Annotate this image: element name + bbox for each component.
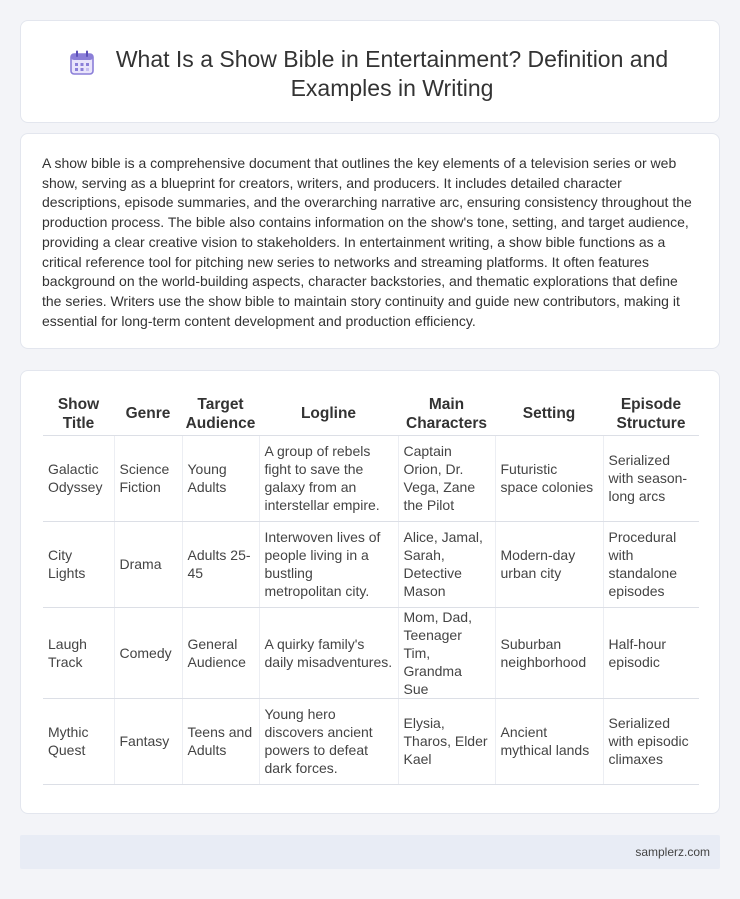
cell-main-characters: Mom, Dad, Teenager Tim, Grandma Sue — [398, 607, 495, 698]
cell-setting: Suburban neighborhood — [495, 607, 603, 698]
cell-show-title: City Lights — [43, 521, 114, 607]
cell-setting: Futuristic space colonies — [495, 435, 603, 521]
cell-target-audience: General Audience — [182, 607, 259, 698]
page-title: What Is a Show Bible in Entertainment? Definition and Examples in Writing — [115, 46, 669, 101]
cell-episode-structure: Serialized with episodic climaxes — [603, 698, 699, 784]
title-wrap — [21, 21, 719, 103]
cell-episode-structure: Half-hour episodic — [603, 607, 699, 698]
cell-main-characters: Elysia, Tharos, Elder Kael — [398, 698, 495, 784]
cell-logline: A quirky family's daily misadventures. — [259, 607, 398, 698]
cell-target-audience: Adults 25-45 — [182, 521, 259, 607]
cell-genre: Drama — [114, 521, 182, 607]
cell-genre: Science Fiction — [114, 435, 182, 521]
header-show-title: Show Title — [43, 393, 114, 435]
intro-card — [20, 133, 720, 349]
intro-paragraph: A show bible is a comprehensive document that outlines the key elements of a television series or web show, serving as a blueprint for creators, writers, and producers. It includes detailed character descriptions, episode summaries, and the overarching narrative arc, ensuring consistency throughout the production process. The bible also contains information on the show's tone, setting, and target audience, providing a clear creative vision to stakeholders. In entertainment writing, a show bible functions as a critical reference tool for pitching new series to networks and streaming platforms. It often features background on the world-building aspects, character backstories, and thematic explorations that define the series. Writers use the show bible to maintain story continuity and guide new contributors, making it essential for long-term content development and production efficiency. — [42, 155, 692, 329]
footer-bar — [20, 835, 720, 869]
table-row — [43, 521, 699, 607]
table-card — [20, 370, 720, 814]
header-setting: Setting — [495, 393, 603, 435]
table-row — [43, 607, 699, 698]
table-row — [43, 435, 699, 521]
cell-episode-structure: Serialized with season-long arcs — [603, 435, 699, 521]
footer-site-link[interactable]: samplerz.com — [635, 845, 710, 859]
cell-show-title: Laugh Track — [43, 607, 114, 698]
cell-main-characters: Alice, Jamal, Sarah, Detective Mason — [398, 521, 495, 607]
header-target-audience: Target Audience — [182, 393, 259, 435]
cell-genre: Fantasy — [114, 698, 182, 784]
cell-target-audience: Young Adults — [182, 435, 259, 521]
cell-genre: Comedy — [114, 607, 182, 698]
header-main-characters: Main Characters — [398, 393, 495, 435]
cell-setting: Ancient mythical lands — [495, 698, 603, 784]
cell-main-characters: Captain Orion, Dr. Vega, Zane the Pilot — [398, 435, 495, 521]
cell-target-audience: Teens and Adults — [182, 698, 259, 784]
header-episode-structure: Episode Structure — [603, 393, 699, 435]
title-card — [20, 20, 720, 123]
calendar-icon — [68, 49, 96, 77]
table-row — [43, 698, 699, 784]
cell-show-title: Galactic Odyssey — [43, 435, 114, 521]
cell-logline: Interwoven lives of people living in a bustling metropolitan city. — [259, 521, 398, 607]
cell-episode-structure: Procedural with standalone episodes — [603, 521, 699, 607]
cell-logline: A group of rebels fight to save the galaxy from an interstellar empire. — [259, 435, 398, 521]
show-bible-table — [43, 393, 699, 785]
cell-logline: Young hero discovers ancient powers to defeat dark forces. — [259, 698, 398, 784]
header-genre: Genre — [114, 393, 182, 435]
cell-setting: Modern-day urban city — [495, 521, 603, 607]
table-header-row — [43, 393, 699, 435]
cell-show-title: Mythic Quest — [43, 698, 114, 784]
header-logline: Logline — [259, 393, 398, 435]
